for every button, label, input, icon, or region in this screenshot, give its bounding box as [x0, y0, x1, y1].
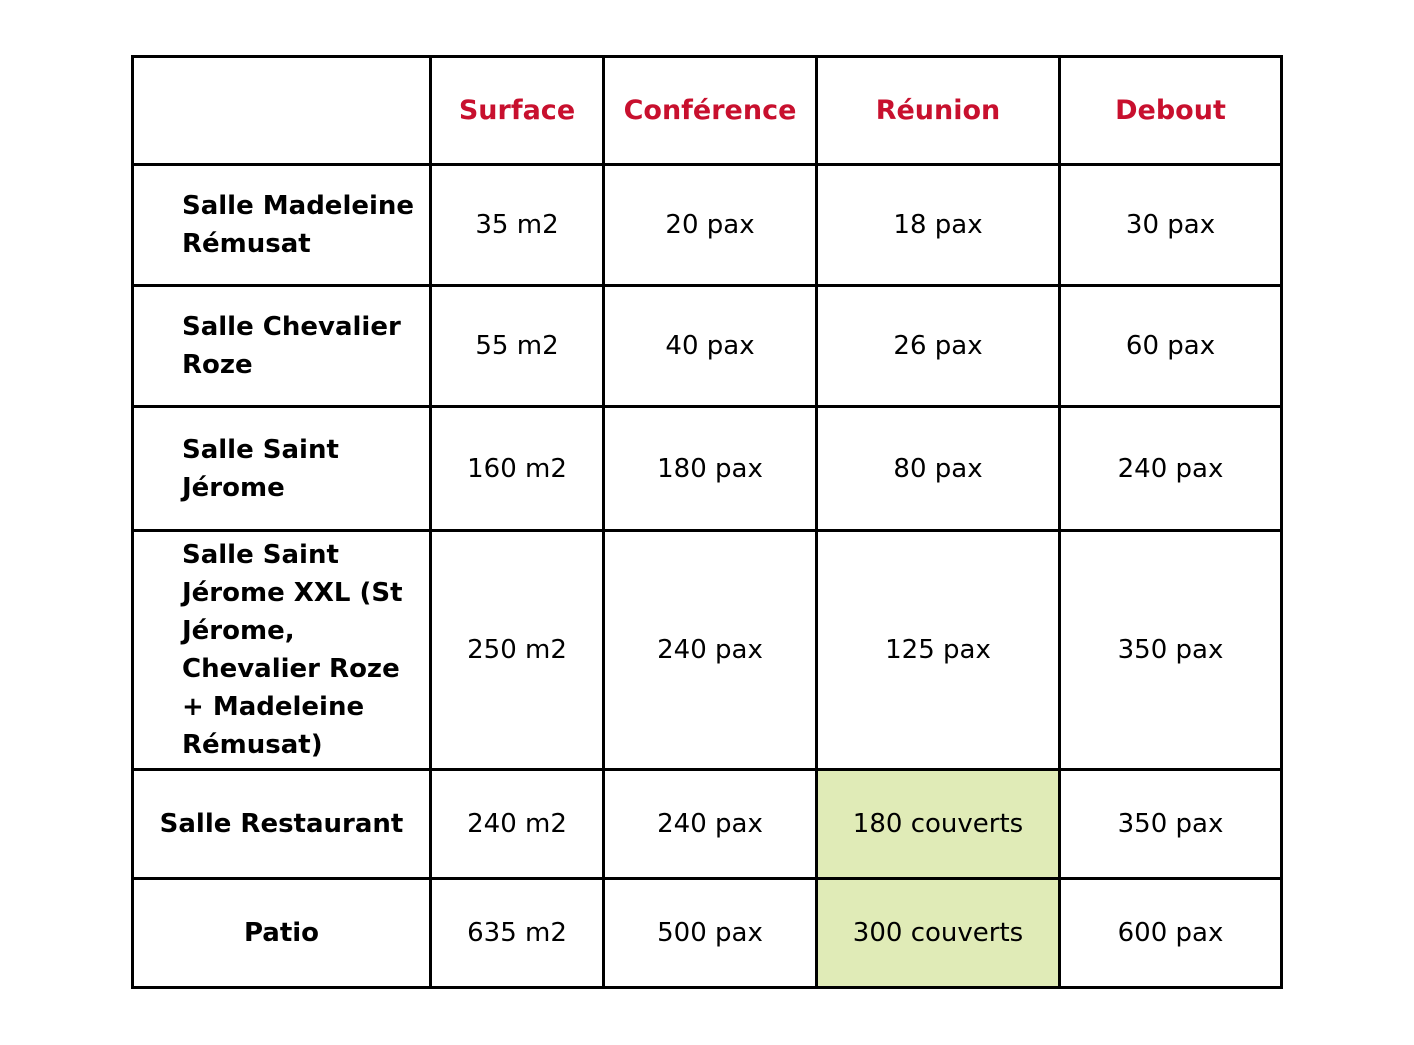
header-empty-cell: [133, 57, 431, 165]
reunion-cell: 125 pax: [817, 531, 1060, 770]
table-row: [133, 770, 1282, 879]
debout-cell: 350 pax: [1060, 770, 1282, 879]
header-conference: Conférence: [604, 57, 817, 165]
conference-cell: 20 pax: [604, 165, 817, 286]
table-row: [133, 165, 1282, 286]
header-surface: Surface: [431, 57, 604, 165]
surface-cell: 240 m2: [431, 770, 604, 879]
reunion-cell-highlighted: 300 couverts: [817, 879, 1060, 988]
header-reunion: Réunion: [817, 57, 1060, 165]
room-name: Salle Saint Jérome XXL (St Jérome, Chevalier Roze + Madeleine Rémusat): [133, 531, 431, 770]
surface-cell: 250 m2: [431, 531, 604, 770]
conference-cell: 240 pax: [604, 531, 817, 770]
room-name: Salle Saint Jérome: [133, 407, 431, 531]
room-name: Salle Chevalier Roze: [133, 286, 431, 407]
debout-cell: 350 pax: [1060, 531, 1282, 770]
header-row: [133, 57, 1282, 165]
room-name: Patio: [133, 879, 431, 988]
table-row: [133, 531, 1282, 770]
room-name: Salle Madeleine Rémusat: [133, 165, 431, 286]
header-debout: Debout: [1060, 57, 1282, 165]
table-row: [133, 286, 1282, 407]
debout-cell: 600 pax: [1060, 879, 1282, 988]
room-name: Salle Restaurant: [133, 770, 431, 879]
reunion-cell-highlighted: 180 couverts: [817, 770, 1060, 879]
table-row: [133, 879, 1282, 988]
debout-cell: 60 pax: [1060, 286, 1282, 407]
debout-cell: 240 pax: [1060, 407, 1282, 531]
debout-cell: 30 pax: [1060, 165, 1282, 286]
conference-cell: 180 pax: [604, 407, 817, 531]
conference-cell: 500 pax: [604, 879, 817, 988]
surface-cell: 160 m2: [431, 407, 604, 531]
surface-cell: 55 m2: [431, 286, 604, 407]
reunion-cell: 18 pax: [817, 165, 1060, 286]
surface-cell: 635 m2: [431, 879, 604, 988]
table-row: [133, 407, 1282, 531]
surface-cell: 35 m2: [431, 165, 604, 286]
conference-cell: 40 pax: [604, 286, 817, 407]
conference-cell: 240 pax: [604, 770, 817, 879]
reunion-cell: 26 pax: [817, 286, 1060, 407]
reunion-cell: 80 pax: [817, 407, 1060, 531]
capacity-table: [131, 55, 1283, 989]
